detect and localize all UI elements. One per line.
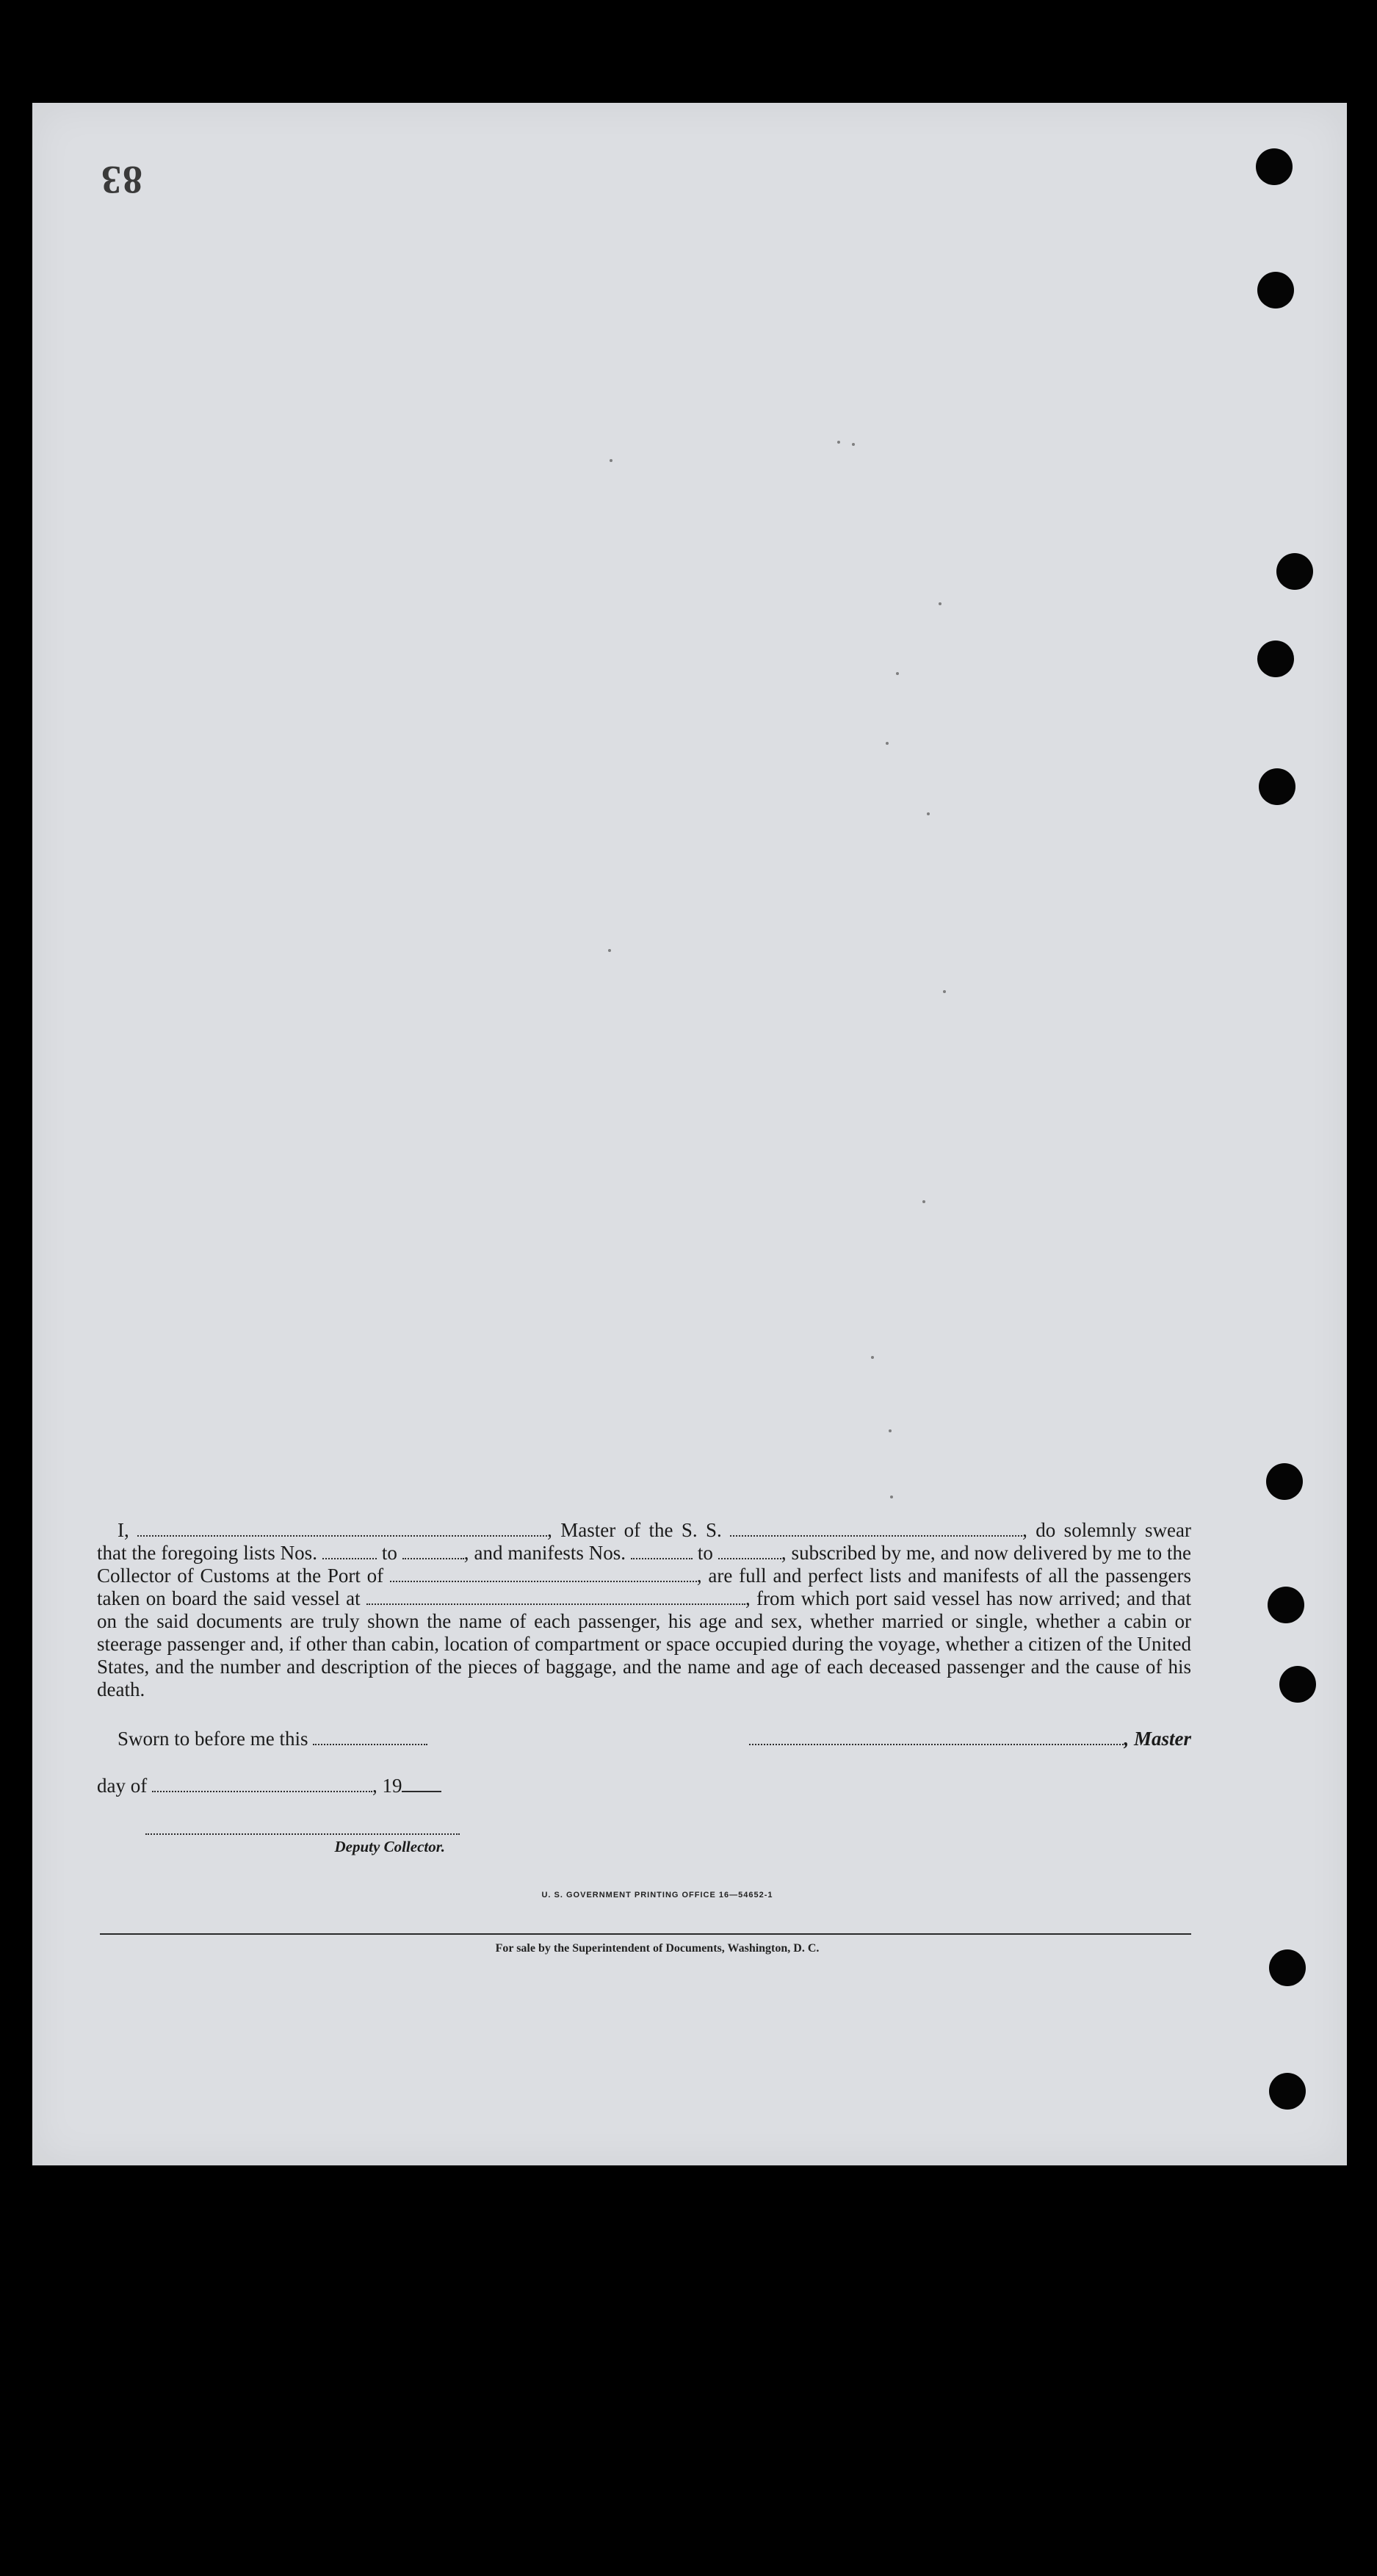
master-signature-row	[734, 1728, 1191, 1750]
oath-full-perfect: , are full and perfect lists and manifests of all the passengers taken on board the said vessel at	[97, 1565, 1191, 1609]
ink-speck	[896, 672, 899, 675]
binder-hole	[1256, 148, 1293, 185]
binder-hole	[1257, 641, 1294, 677]
day-row	[97, 1775, 441, 1797]
sworn-row	[118, 1728, 427, 1750]
list-from-blank[interactable]	[322, 1543, 377, 1559]
printer-imprint: U. S. GOVERNMENT PRINTING OFFICE 16—54652-1	[541, 1891, 773, 1899]
ink-speck	[889, 1429, 892, 1432]
oath-solemnly: , do solemnly swear that the foregoing lists Nos.	[97, 1519, 1192, 1564]
ink-speck	[852, 443, 855, 446]
oath-to-1: to	[381, 1542, 397, 1564]
ink-speck	[927, 812, 930, 815]
ship-name-blank[interactable]	[730, 1520, 1022, 1537]
master-name-blank[interactable]	[137, 1520, 547, 1537]
oath-rest: , from which port said vessel has now arrived; and that on the said documents are truly shown the name of each passenger, his age and sex, whether married or single, whether a cabin or steerage passenger and, if other than cabin, location of compartment or space occupied during the voyage, whether a citizen of the United States, and the number and description of the pieces of baggage, and the name and age of each deceased passenger and the cause of his death.	[97, 1587, 1191, 1700]
manifest-to-blank[interactable]	[718, 1543, 781, 1559]
footer-rule	[100, 1933, 1191, 1935]
sworn-label: Sworn to before me this	[118, 1728, 308, 1750]
deputy-collector-label: Deputy Collector.	[334, 1838, 445, 1855]
ink-speck	[886, 742, 889, 745]
ink-speck	[890, 1496, 893, 1498]
list-to-blank[interactable]	[402, 1543, 464, 1559]
binder-hole	[1266, 1463, 1303, 1500]
manifest-from-blank[interactable]	[631, 1543, 693, 1559]
ink-speck	[943, 990, 946, 993]
deputy-signature-line[interactable]	[145, 1833, 460, 1835]
oath-paragraph	[97, 1519, 1191, 1701]
ink-speck	[608, 949, 611, 952]
binder-hole	[1269, 2073, 1306, 2110]
day-of-label: day of	[97, 1775, 148, 1797]
sworn-date-blank[interactable]	[313, 1729, 427, 1745]
binder-hole	[1279, 1666, 1316, 1703]
ink-speck	[922, 1200, 925, 1203]
binder-hole	[1276, 553, 1313, 590]
year-label: , 19	[372, 1775, 402, 1797]
page-number: 83	[100, 158, 142, 202]
oath-to-2: to	[697, 1542, 713, 1564]
ink-speck	[837, 441, 840, 444]
master-label: , Master	[1124, 1728, 1191, 1750]
month-blank[interactable]	[152, 1776, 372, 1792]
oath-subscribed: , subscribed by me, and now delivered by me to the Collector of Customs at the Port of	[97, 1542, 1192, 1587]
year-blank[interactable]	[402, 1776, 441, 1792]
binder-hole	[1268, 1587, 1304, 1623]
port-blank[interactable]	[390, 1566, 697, 1582]
binder-hole	[1259, 768, 1295, 805]
for-sale-notice: For sale by the Superintendent of Documents, Washington, D. C.	[495, 1942, 820, 1955]
binder-hole	[1257, 272, 1294, 309]
ink-speck	[939, 602, 942, 605]
oath-intro: I,	[118, 1519, 129, 1541]
oath-master-of: , Master of the S. S.	[547, 1519, 722, 1541]
ink-speck	[610, 459, 612, 462]
oath-manifests: , and manifests Nos.	[463, 1542, 626, 1564]
departure-port-blank[interactable]	[366, 1589, 745, 1605]
ink-speck	[871, 1356, 874, 1359]
master-signature-blank[interactable]	[749, 1729, 1124, 1745]
